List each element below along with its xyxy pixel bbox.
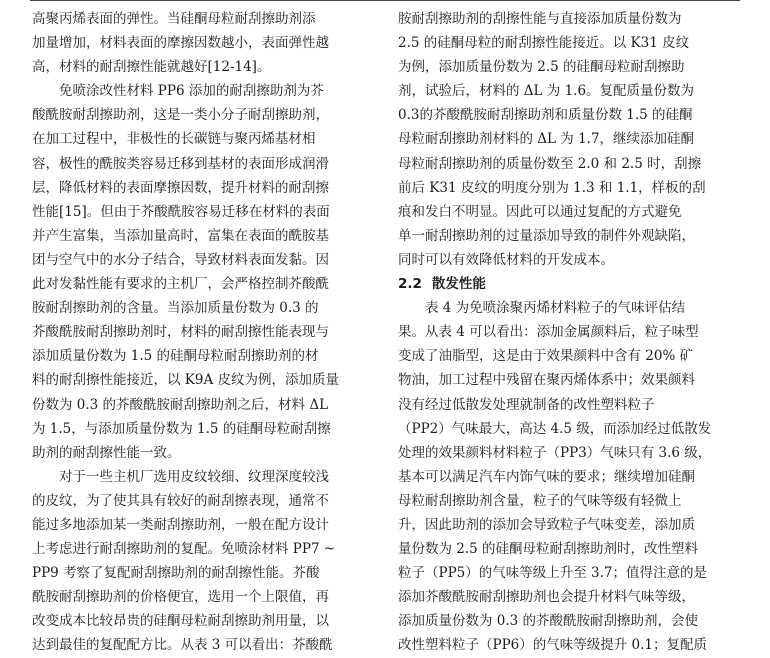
text-line: 份数为 0.3 的芥酸酰胺耐刮擦助剂之后，材料 ΔL (32, 396, 329, 413)
left-text-column (32, 7, 378, 658)
text-line: 前后 K31 皮纹的明度分别为 1.3 和 1.1，样板的刮 (398, 179, 706, 196)
text-line: （PP2）气味最大，高达 4.5 级，而添加经过低散发 (398, 420, 712, 437)
text-line: 粒子（PP5）的气味等级上升至 3.7；值得注意的是 (398, 565, 708, 582)
text-line: 胺耐刮擦助剂的刮擦性能与直接添加质量份数为 (398, 11, 682, 27)
text-line: 剂，试验后，材料的 ΔL 为 1.6。复配质量份数为 (398, 83, 695, 100)
text-line: 达到最佳的复配配方比。从表 3 可以看出：芥酸酰 (32, 637, 333, 654)
section-number: 2.2 (398, 276, 422, 293)
text-line: 同时可以有效降低材料的开发成本。 (398, 251, 614, 268)
text-line: 芥酸酰胺耐刮擦助剂时，材料的耐刮擦性能表现与 (32, 324, 329, 341)
text-line: 改性塑料粒子（PP6）的气味等级提升 0.1；复配质 (398, 637, 708, 654)
text-line: 为例，添加质量份数为 2.5 的硅酮母粒耐刮擦助 (398, 59, 685, 76)
text-line: 量份数为 2.5 的硅酮母粒耐刮擦助剂时，改性塑料 (398, 541, 699, 558)
text-line: 高，材料的耐刮擦性能就越好[12-14]。 (32, 59, 271, 76)
text-line: 没有经过低散发处理就制备的改性塑料粒子 (398, 396, 655, 413)
section-title: 散发性能 (431, 276, 486, 293)
text-line: 果。从表 4 可以看出：添加金属颜料后，粒子味型 (398, 324, 699, 341)
text-line: 对于一些主机厂选用皮纹较细、纹理深度较浅 (32, 468, 329, 485)
text-line: 酸酰胺耐刮擦助剂，这是一类小分子耐刮擦助剂， (32, 107, 329, 124)
text-line: 单一耐刮擦助剂的过量添加导致的制件外观缺陷， (398, 227, 695, 244)
text-line: 升，因此助剂的添加会导致粒子气味变差，添加质 (398, 516, 695, 533)
text-line: 此对发黏性能有要求的主机厂，会严格控制芥酸酰 (32, 276, 329, 293)
text-line: 性能[15]。但由于芥酸酰胺容易迁移在材料的表面 (32, 203, 330, 220)
text-line: 的皮纹，为了使其具有较好的耐刮擦表现，通常不 (32, 492, 329, 509)
text-line: 处理的效果颜料材料粒子（PP3）气味只有 3.6 级， (398, 444, 712, 461)
text-line: 能过多地添加某一类耐刮擦助剂，一般在配方设计 (32, 516, 329, 533)
text-line: 物油，加工过程中残留在聚丙烯体系中；效果颜料 (398, 372, 695, 389)
text-line: 上考虑进行耐刮擦助剂的复配。免喷涂材料 PP7 ~ (32, 541, 336, 558)
section-heading (398, 272, 740, 296)
text-line: PP9 考察了复配耐刮擦助剂的耐刮擦性能。芥酸 (32, 565, 320, 582)
text-line: 在加工过程中，非极性的长碳链与聚丙烯基材相 (32, 131, 316, 148)
text-line: 团与空气中的水分子结合，导致材料表面发黏。因 (32, 251, 329, 268)
text-line: 基本可以满足汽车内饰气味的要求；继续增加硅酮 (398, 468, 695, 485)
text-line: 母粒耐刮擦助剂材料的 ΔL 为 1.7，继续添加硅酮 (398, 131, 695, 148)
text-line: 母粒耐刮擦助剂含量，粒子的气味等级有轻微上 (398, 492, 682, 509)
text-line: 添加质量份数为 1.5 的硅酮母粒耐刮擦助剂的材 (32, 348, 319, 365)
text-line: 高聚丙烯表面的弹性。当硅酮母粒耐刮擦助剂添 (32, 11, 316, 27)
text-line: 改变成本比较昂贵的硅酮母粒耐刮擦助剂用量，以 (32, 613, 329, 630)
text-line: 为 1.5，与添加质量份数为 1.5 的硅酮母粒耐刮擦 (32, 420, 331, 437)
text-line: 胺耐刮擦助剂的含量。当添加质量份数为 0.3 的 (32, 300, 319, 317)
text-line: 助剂的耐刮擦性能一致。 (32, 444, 181, 461)
page-top-rule (30, 0, 740, 1)
text-line: 加量增加，材料表面的摩擦因数越小，表面弹性越 (32, 35, 329, 52)
text-line: 容，极性的酰胺类容易迁移到基材的表面形成润滑 (32, 155, 329, 172)
text-line: 添加芥酸酰胺耐刮擦助剂也会提升材料气味等级， (398, 589, 695, 606)
text-line: 层，降低材料的表面摩擦因数，提升材料的耐刮擦 (32, 179, 329, 196)
text-line: 酰胺耐刮擦助剂的价格便宜，选用一个上限值，再 (32, 589, 329, 606)
text-line: 添加质量份数为 0.3 的芥酸酰胺耐刮擦助剂，会使 (398, 613, 699, 630)
text-line: 痕和发白不明显。因此可以通过复配的方式避免 (398, 203, 682, 220)
text-line: 母粒耐刮擦助剂的质量份数至 2.0 和 2.5 时，刮擦 (398, 155, 702, 172)
text-line: 料的耐刮擦性能接近，以 K9A 皮纹为例，添加质量 (32, 372, 340, 389)
text-line: 变成了油脂型，这是由于效果颜料中含有 20% 矿 (398, 348, 694, 365)
right-text-column (398, 7, 740, 658)
text-line: 并产生富集，当添加量高时，富集在表面的酰胺基 (32, 227, 329, 244)
text-line: 免喷涂改性材料 PP6 添加的耐刮擦助剂为芥 (32, 83, 324, 100)
text-line: 2.5 的硅酮母粒的耐刮擦性能接近。以 K31 皮纹 (398, 35, 690, 52)
text-line: 0.3的芥酸酰胺耐刮擦助剂和质量份数 1.5 的硅酮 (398, 107, 693, 124)
text-line: 表 4 为免喷涂聚丙烯材料粒子的气味评估结 (398, 300, 686, 317)
